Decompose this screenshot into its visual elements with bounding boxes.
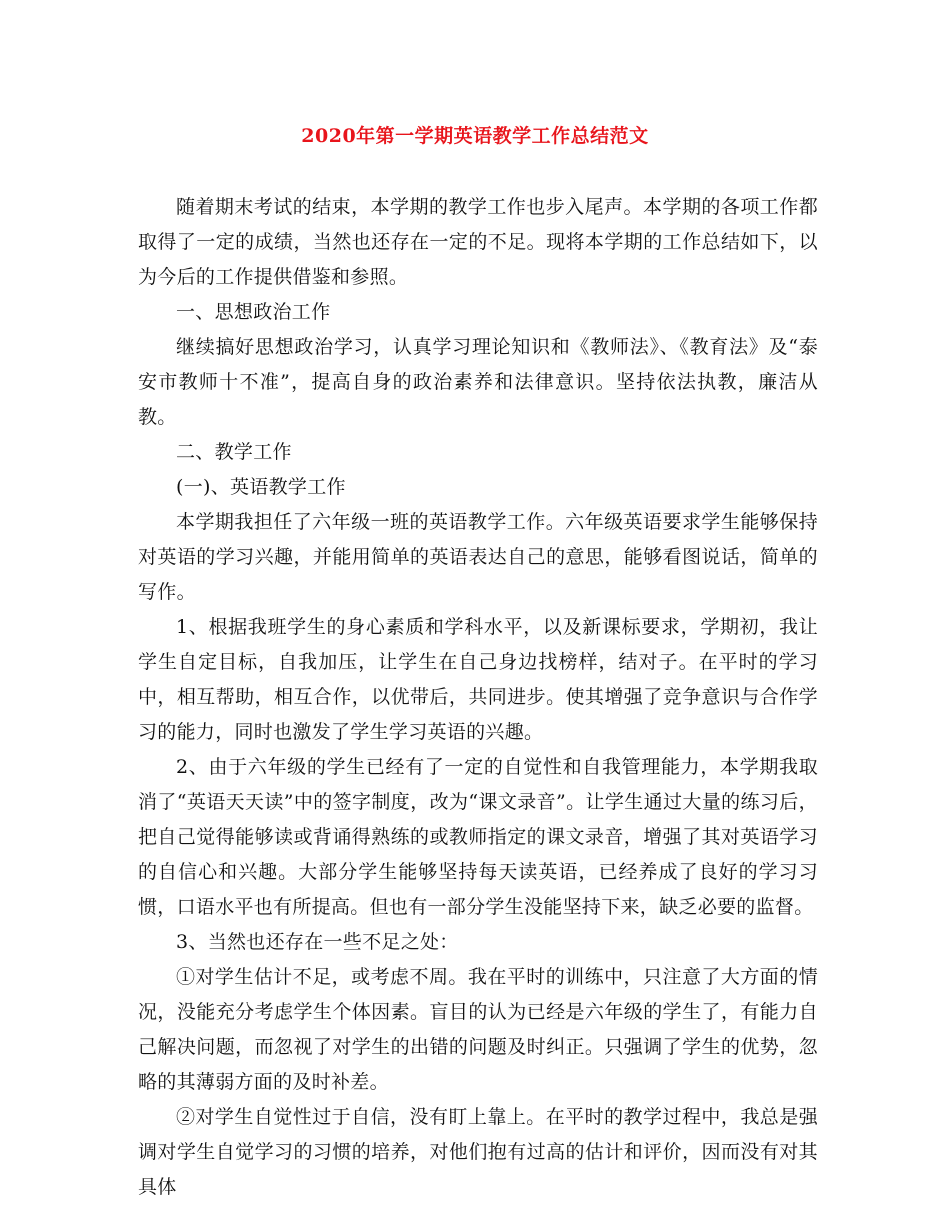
heading-political-work: 一、思想政治工作 xyxy=(176,301,331,323)
paragraph-item-3: 3、当然也还存在一些不足之处： xyxy=(176,931,459,953)
paragraph-political-work: 继续搞好思想政治学习，认真学习理论知识和《教师法》、《教育法》及“泰安市教师十不准”，提高自身的政治素养和法律意识。坚持依法执教，廉洁从教。 xyxy=(138,336,818,428)
document-body xyxy=(138,190,818,1205)
paragraph-english-teaching: 本学期我担任了六年级一班的英语教学工作。六年级英语要求学生能够保持对英语的学习兴趣，并能用简单的英语表达自己的意思，能够看图说话，简单的写作。 xyxy=(138,511,818,603)
subheading-english-teaching: (一)、英语教学工作 xyxy=(176,476,346,498)
paragraph-shortcoming-2: ②对学生自觉性过于自信，没有盯上靠上。在平时的教学过程中，我总是强调对学生自觉学习的习惯的培养，对他们抱有过高的估计和评价，因而没有对其具体 xyxy=(138,1106,818,1198)
paragraph-item-1: 1、根据我班学生的身心素质和学科水平，以及新课标要求，学期初，我让学生自定目标，自我加压，让学生在自己身边找榜样，结对子。在平时的学习中，相互帮助，相互合作，以优带后，共同进步。使其增强了竞争意识与合作学习的能力，同时也激发了学生学习英语的兴趣。 xyxy=(138,616,818,743)
paragraph-intro: 随着期末考试的结束，本学期的教学工作也步入尾声。本学期的各项工作都取得了一定的成绩，当然也还存在一定的不足。现将本学期的工作总结如下，以为今后的工作提供借鉴和参照。 xyxy=(138,196,818,288)
paragraph-item-2: 2、由于六年级的学生已经有了一定的自觉性和自我管理能力，本学期我取消了“英语天天读”中的签字制度，改为“课文录音”。让学生通过大量的练习后，把自己觉得能够读或背诵得熟练的或教师指定的课文录音，增强了其对英语学习的自信心和兴趣。大部分学生能够坚持每天读英语，已经养成了良好的学习习惯，口语水平也有所提高。但也有一部分学生没能坚持下来，缺乏必要的监督。 xyxy=(138,756,818,918)
heading-teaching-work: 二、教学工作 xyxy=(176,441,292,463)
document-title: 2020年第一学期英语教学工作总结范文 xyxy=(301,125,649,147)
paragraph-shortcoming-1: ①对学生估计不足，或考虑不周。我在平时的训练中，只注意了大方面的情况，没能充分考虑学生个体因素。盲目的认为已经是六年级的学生了，有能力自己解决问题，而忽视了对学生的出错的问题及时纠正。只强调了学生的优势，忽略的其薄弱方面的及时补差。 xyxy=(138,966,818,1093)
